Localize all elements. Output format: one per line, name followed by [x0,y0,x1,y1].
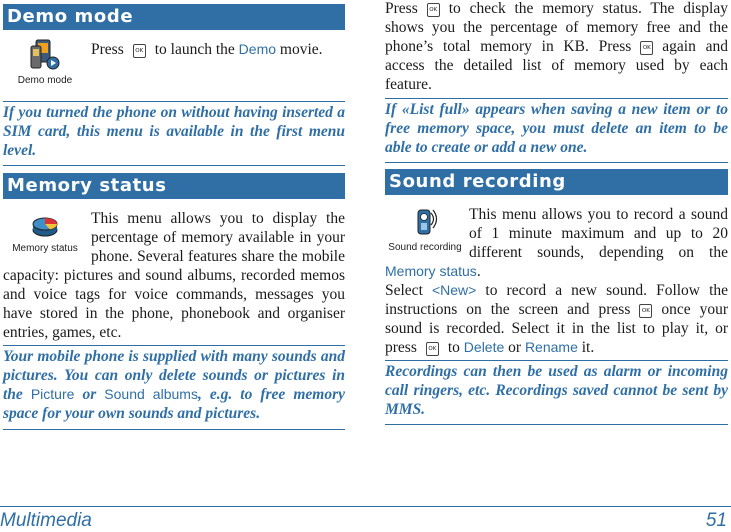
memory-note [3,347,345,423]
memory-note-c: , e.g. to free memory space for your own sounds and pictures. [3,386,345,422]
memory-check-text [385,0,728,94]
select-text: Select [385,282,423,299]
microphone-icon [412,207,438,239]
divider [3,101,345,102]
divider [3,429,345,430]
select-text-d: to [447,339,460,356]
recordings-note: Recordings can then be used as alarm or incoming call ringers, etc. Recordings saved cannot be sent by MMS. [385,363,728,418]
memory-status-icon-box [3,212,87,254]
sound-recording-section [385,205,728,281]
divider [385,98,728,99]
ok-key-icon: OK [427,3,440,17]
memory-status-section [3,209,345,342]
ok-key-icon: OK [133,44,146,58]
demo-press-text: Press [91,41,124,58]
demo-mode-icon-caption: Demo mode [17,75,73,86]
ok-key-icon: OK [639,304,652,318]
footer-rule [0,506,731,507]
sound-recording-icon-caption: Sound recording [388,242,462,253]
press-text-2: to check the memory status. The display shows you the percentage of memory free and the phone’s total memory in KB. Press [385,0,728,55]
memory-note-a: Your mobile phone is supplied with many sounds and pictures. You can only delete sounds or pictures in the [3,348,345,403]
demo-mode-section [3,36,345,86]
memory-status-text: This menu allows you to display the percentage of memory available in your phone. Several features share the mobile capacity: pictures and sound albums, recorded memos and voice tags for voice commands, messages you have stored in the phone, phonebook and organiser entries, games, etc. [3,210,345,341]
left-column [3,4,345,430]
sound-recording-heading: Sound recording [385,169,728,195]
divider [385,424,728,425]
sound-albums-keyword: Sound albums [104,386,198,402]
rename-keyword[interactable]: Rename [524,339,578,355]
divider [385,162,728,163]
demo-text-post: movie. [279,41,323,58]
list-full-note: If «List full» appears when saving a new item or to free memory space, you must delete an item to be able to create or add a new one. [385,101,728,156]
memory-status-icon-caption: Memory status [12,243,78,254]
press-text-1: Press [385,0,418,17]
demo-mode-heading: Demo mode [3,4,345,30]
select-new-text [385,281,728,357]
page-number: 51 [705,510,727,531]
ok-key-icon: OK [640,41,653,55]
divider [385,360,728,361]
demo-mode-icon [28,36,62,72]
new-keyword[interactable]: <New> [431,282,477,298]
sound-body-end: . [476,263,481,280]
select-text-b: to record a new sound. Follow the instructions on the screen and press [385,282,729,318]
delete-keyword[interactable]: Delete [463,339,505,355]
demo-link[interactable]: Demo [238,41,277,57]
sound-body-text: This menu allows you to record a sound of 1 minute maximum and up to 20 different sounds, depending on the [469,206,728,261]
memory-status-keyword[interactable]: Memory status [385,263,477,279]
memory-status-heading: Memory status [3,173,345,199]
divider [3,345,345,346]
footer-section-title: Multimedia [0,510,92,531]
demo-text-mid: to launch the [154,41,235,58]
right-column [385,0,729,425]
picture-album-keyword: Picture [30,386,75,402]
select-text-f: it. [581,339,595,356]
select-text-e: or [508,339,522,356]
memory-status-icon [30,212,60,240]
divider [3,165,345,166]
demo-mode-icon-box [3,36,87,86]
demo-note: If you turned the phone on without having inserted a SIM card, this menu is available in the first menu level. [3,104,345,159]
ok-key-icon: OK [426,342,439,356]
select-text-c: once your sound is recorded. Select it in the list to play it, or press [385,301,729,356]
press-text-3: again and access the detailed list of memory used by each feature. [385,38,728,93]
memory-note-b: or [82,386,97,403]
sound-recording-icon-box [385,207,465,253]
